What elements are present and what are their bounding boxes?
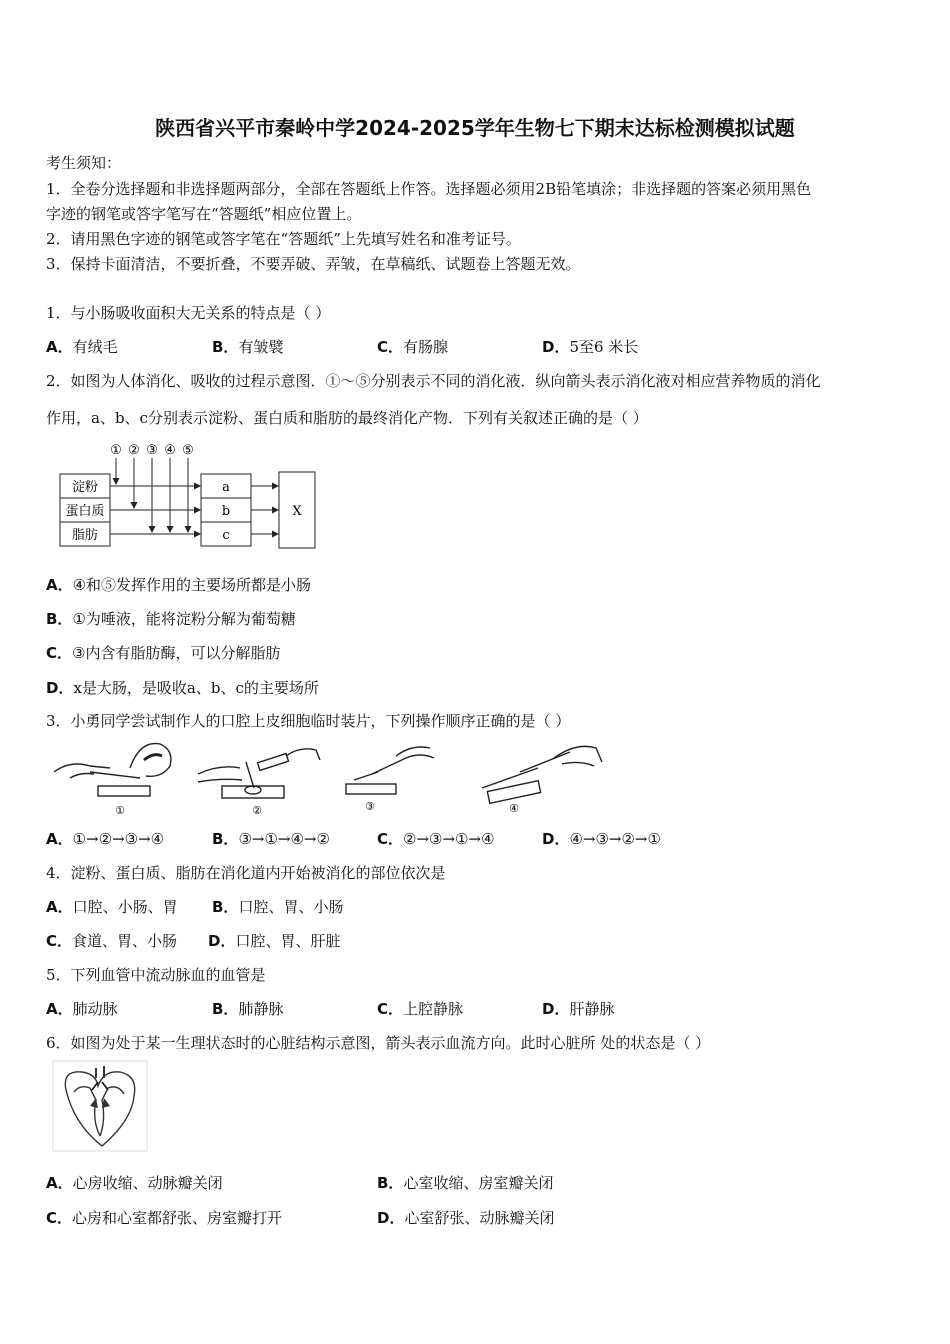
digestive-juice-marker: ④ <box>164 443 176 458</box>
q4-option-c[interactable]: C．食道、胃、小肠 <box>46 932 178 950</box>
question-5-stem: 5．下列血管中流动脉血的血管是 <box>46 966 266 984</box>
q5-option-a[interactable]: A．肺动脉 <box>46 1000 118 1018</box>
slide-procedure-figure <box>50 738 620 818</box>
q1-option-a[interactable]: A．有绒毛 <box>46 338 118 356</box>
question-2-stem: 2．如图为人体消化、吸收的过程示意图．①～⑤分别表示不同的消化液．纵向箭头表示消化液对相应营养物质的消化 <box>46 372 821 390</box>
q2-option-a[interactable]: A．④和⑤发挥作用的主要场所都是小肠 <box>46 576 312 594</box>
nutrient-label: 淀粉 <box>71 480 99 495</box>
question-3-stem: 3．小勇同学尝试制作人的口腔上皮细胞临时装片，下列操作顺序正确的是（ ） <box>46 712 571 730</box>
notice-line: 2．请用黑色字迹的钢笔或答字笔在“答题纸”上先填写姓名和准考证号。 <box>46 230 521 248</box>
notice-line: 3．保持卡面清洁，不要折叠，不要弄破、弄皱，在草稿纸、试题卷上答题无效。 <box>46 255 581 273</box>
q2-option-b[interactable]: B．①为唾液，能将淀粉分解为葡萄糖 <box>46 610 296 628</box>
q6-option-c[interactable]: C．心房和心室都舒张、房室瓣打开 <box>46 1209 283 1227</box>
notice-heading: 考生须知： <box>46 154 122 172</box>
q1-option-c[interactable]: C．有肠腺 <box>377 338 449 356</box>
nutrient-label: 蛋白质 <box>65 504 105 519</box>
nutrient-label: 脂肪 <box>71 528 99 543</box>
question-2-stem: 作用，a、b、c分别表示淀粉、蛋白质和脂肪的最终消化产物．下列有关叙述正确的是（ ） <box>46 409 648 427</box>
q6-option-a[interactable]: A．心房收缩、动脉瓣关闭 <box>46 1174 223 1192</box>
step-label: ② <box>252 804 262 817</box>
product-label: b <box>221 504 231 519</box>
question-1-stem: 1．与小肠吸收面积大无关系的特点是（ ） <box>46 304 331 322</box>
q2-option-c[interactable]: C．③内含有脂肪酶，可以分解脂肪 <box>46 644 281 662</box>
q4-option-b[interactable]: B．口腔、胃、小肠 <box>212 898 344 916</box>
q3-option-b[interactable]: B．③→①→④→② <box>212 830 330 848</box>
notice-line: 1．全卷分选择题和非选择题两部分，全部在答题纸上作答。选择题必须用2B铅笔填涂；非选择题的答案必须用黑色 <box>46 180 812 198</box>
q4-option-a[interactable]: A．口腔、小肠、胃 <box>46 898 178 916</box>
q5-option-c[interactable]: C．上腔静脉 <box>377 1000 464 1018</box>
heart-diagram <box>52 1060 148 1152</box>
organ-label: X <box>292 504 302 519</box>
question-4-stem: 4．淀粉、蛋白质、脂肪在消化道内开始被消化的部位依次是 <box>46 864 446 882</box>
q5-option-d[interactable]: D．肝静脉 <box>542 1000 615 1018</box>
q2-option-d[interactable]: D．x是大肠，是吸收a、b、c的主要场所 <box>46 679 319 697</box>
digestion-diagram <box>50 438 330 556</box>
step-label: ③ <box>365 800 375 813</box>
digestive-juice-marker: ② <box>128 443 140 458</box>
q5-option-b[interactable]: B．肺静脉 <box>212 1000 284 1018</box>
digestive-juice-marker: ③ <box>146 443 158 458</box>
digestive-juice-marker: ⑤ <box>182 443 194 458</box>
step-label: ④ <box>509 802 519 815</box>
question-6-stem: 6．如图为处于某一生理状态时的心脏结构示意图，箭头表示血流方向。此时心脏所 处的状态是（ ） <box>46 1034 711 1052</box>
q1-option-d[interactable]: D．5至6 米长 <box>542 338 639 356</box>
q3-option-c[interactable]: C．②→③→①→④ <box>377 830 495 848</box>
q6-option-b[interactable]: B．心室收缩、房室瓣关闭 <box>377 1174 554 1192</box>
product-label: c <box>222 528 230 543</box>
digestive-juice-marker: ① <box>110 443 122 458</box>
product-label: a <box>222 480 230 495</box>
q3-option-d[interactable]: D．④→③→②→① <box>542 830 661 848</box>
step-label: ① <box>115 804 125 817</box>
q3-option-a[interactable]: A．①→②→③→④ <box>46 830 165 848</box>
q1-option-b[interactable]: B．有皱襞 <box>212 338 284 356</box>
q6-option-d[interactable]: D．心室舒张、动脉瓣关闭 <box>377 1209 555 1227</box>
q4-option-d[interactable]: D．口腔、胃、肝脏 <box>208 932 341 950</box>
notice-line: 字迹的钢笔或答字笔写在“答题纸”相应位置上。 <box>46 205 362 223</box>
page-title: 陕西省兴平市秦岭中学2024-2025学年生物七下期末达标检测模拟试题 <box>155 116 795 140</box>
